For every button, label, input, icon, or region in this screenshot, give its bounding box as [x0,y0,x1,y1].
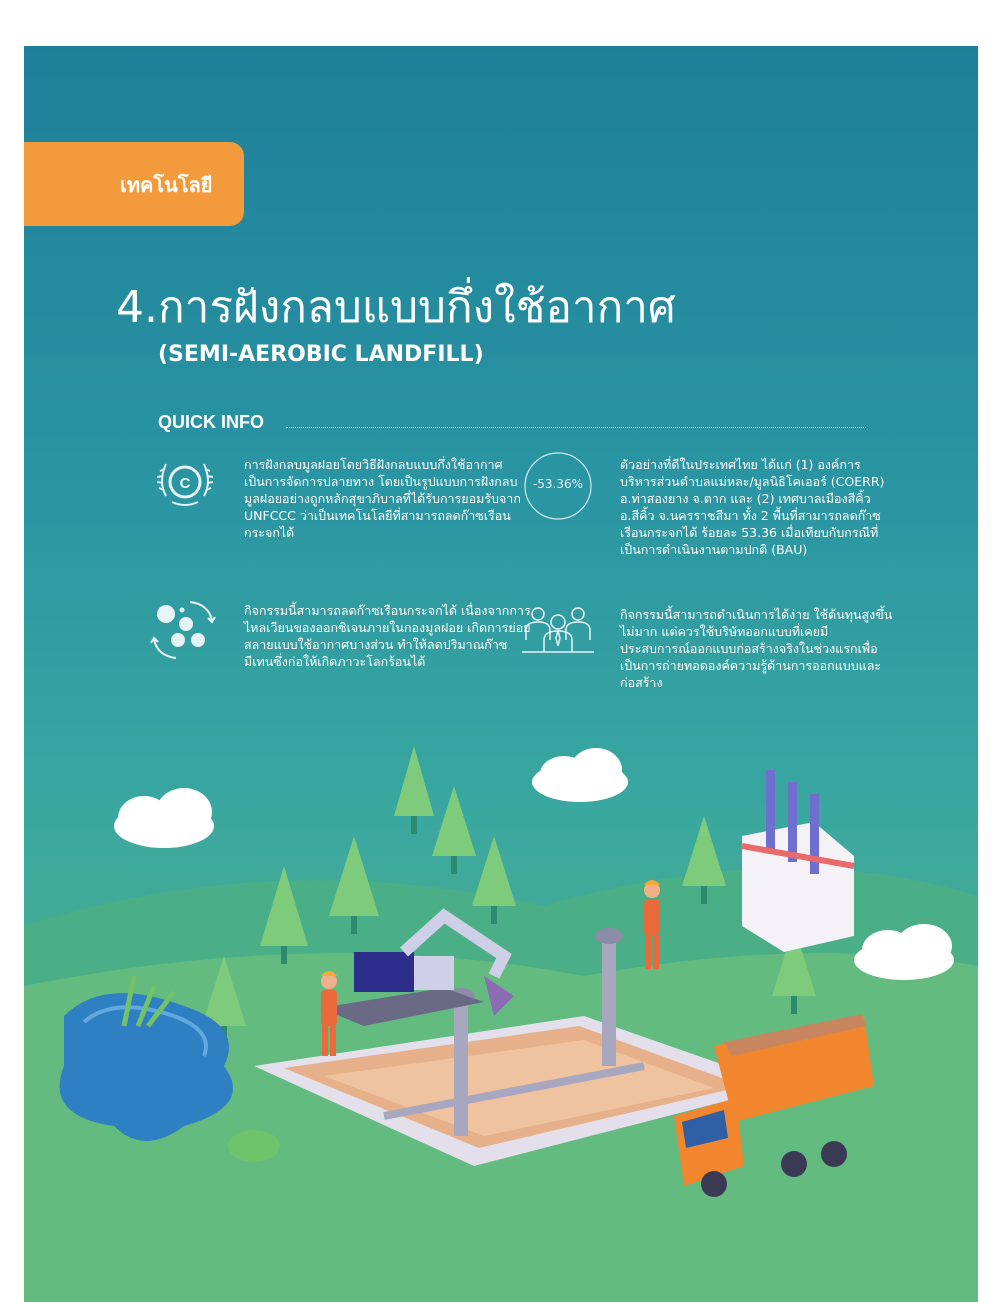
section-tag-label: เทคโนโลยี [120,173,213,197]
reduction-badge: -53.36% [532,477,584,491]
svg-text:C: C [179,475,191,492]
quick-info-text-4: กิจกรรมนี้สามารถดำเนินการได้ง่าย ใช้ต้นทุนสูงขึ้นไม่มาก แต่ควรใช้บริษัทออกแบบที่เคยมีประสบการณ์ออกแบบก่อสร้างจริงในช่วงแรกเพื่อเป็นการถ่ายทอดองค์ความรู้ด้านการออกแบบและก่อสร้าง [620,607,893,690]
quick-info-text-2: ตัวอย่างที่ดีในประเทศไทย ได้แก่ (1) องค์การบริหารส่วนตำบลแม่หละ/มูลนิธิโคเออร์ (COERR) อ.ท่าสองยาง จ.ตาก และ (2) เทศบาลเมืองสีคิ้ว อ.สีคิ้ว จ.นครราชสีมา ทั้ง 2 พื้นที่สามารถลดก๊าซเรือนกระจกได้ ร้อยละ 53.36 เมื่อเทียบกับกรณีที่เป็นการดำเนินงานตามปกติ (BAU) [620,457,885,557]
quick-info-text-1: การฝังกลบมูลฝอยโดยวิธีฝังกลบแบบกึ่งใช้อากาศ เป็นการจัดการปลายทาง โดยเป็นรูปแบบการฝังกลบมูลฝอยอย่างถูกหลักสุขาภิบาลที่ได้รับการยอมรับจาก UNFCCC ว่าเป็นเทคโนโลยีที่สามารถลดก๊าซเรือนกระจกได้ [244,457,521,540]
landfill-illustration [24,726,978,1302]
page-title: 4.การฝังกลบแบบกึ่งใช้อากาศ [116,282,676,333]
page-background [24,46,978,1302]
section-tag [24,142,244,226]
oxygen-cycle-icon [148,596,220,662]
unfccc-emblem-icon [152,452,218,512]
team-people-icon [520,602,596,662]
quick-info-heading: QUICK INFO [158,412,264,432]
page-subtitle: (SEMI-AEROBIC LANDFILL) [158,342,484,367]
quick-info-divider [286,427,866,428]
quick-info-text-3: กิจกรรมนี้สามารถลดก๊าซเรือนกระจกได้ เนื่องจากการไหลเวียนของออกซิเจนภายในกองมูลฝอย เกิดการย่อยสลายแบบใช้อากาศบางส่วน ทำให้ลดปริมาณก๊าซมีเทนซึ่งก่อให้เกิดภาวะโลกร้อนได้ [244,603,531,669]
percent-circle-icon [522,450,594,522]
factory [742,770,854,952]
